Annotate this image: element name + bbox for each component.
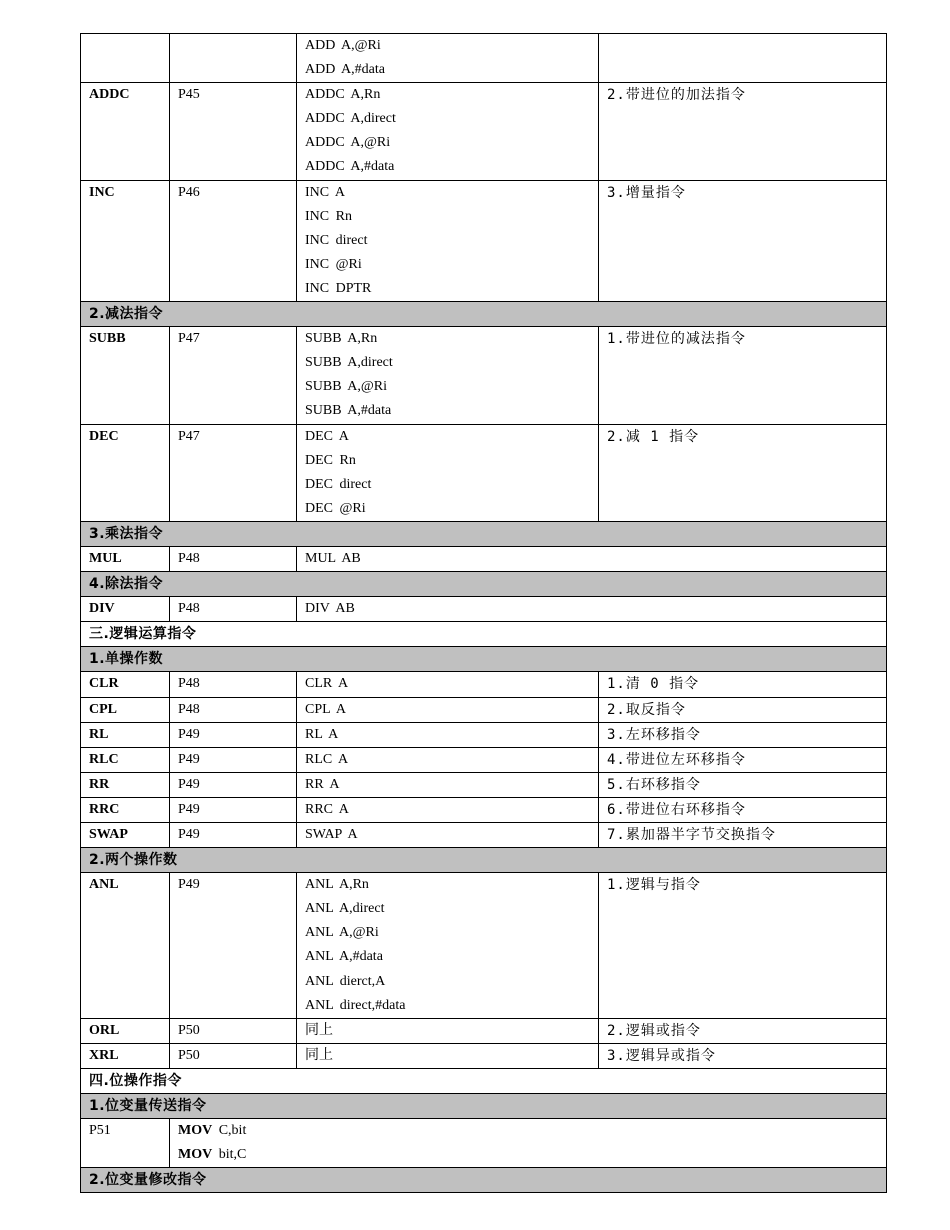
mnemonic: ADDC xyxy=(81,83,170,180)
description: 1.逻辑与指令 xyxy=(599,873,887,1019)
syntax-line: ADDC A,#data xyxy=(305,159,395,175)
chapter-label: 四.位操作指令 xyxy=(81,1068,887,1093)
mnemonic: SWAP xyxy=(81,823,170,848)
syntax-line: ANL A,#data xyxy=(305,949,383,965)
syntax-cell xyxy=(297,1018,599,1043)
syntax-line: ANL dierct,A xyxy=(305,973,386,989)
description: 4.带进位左环移指令 xyxy=(599,747,887,772)
section-label: 2.位变量修改指令 xyxy=(81,1168,887,1193)
syntax-cell xyxy=(297,34,599,83)
syntax-line: SWAP A xyxy=(305,827,358,842)
description: 2.逻辑或指令 xyxy=(599,1018,887,1043)
page-ref: P51 xyxy=(81,1119,170,1168)
instruction-row xyxy=(81,597,887,622)
description: 2.减 1 指令 xyxy=(599,424,887,521)
syntax-cell xyxy=(297,697,599,722)
instruction-row xyxy=(81,747,887,772)
mnemonic: ANL xyxy=(81,873,170,1019)
chapter-heading-row xyxy=(81,1068,887,1093)
mnemonic: MUL xyxy=(81,546,170,571)
mnemonic: SUBB xyxy=(81,327,170,424)
syntax-cell xyxy=(297,772,599,797)
description: 6.带进位右环移指令 xyxy=(599,797,887,822)
syntax-line: SUBB A,@Ri xyxy=(305,379,388,395)
syntax-line: INC direct xyxy=(305,232,368,248)
syntax-line: INC @Ri xyxy=(305,256,362,272)
syntax-line: CLR A xyxy=(305,676,349,692)
description: 2.取反指令 xyxy=(599,697,887,722)
syntax-cell xyxy=(297,327,599,424)
section-header-row xyxy=(81,521,887,546)
page-ref: P46 xyxy=(170,180,297,301)
chapter-label: 三.逻辑运算指令 xyxy=(81,622,887,647)
description xyxy=(599,34,887,83)
syntax-line xyxy=(178,1119,878,1143)
syntax-cell xyxy=(297,823,599,848)
syntax-line: DEC direct xyxy=(305,476,372,492)
syntax-line: 同上 xyxy=(305,1047,333,1063)
syntax-line: SUBB A,Rn xyxy=(305,331,378,347)
syntax-line: 同上 xyxy=(305,1022,333,1038)
operands: bit,C xyxy=(218,1147,247,1163)
syntax-line: MUL AB xyxy=(305,550,361,566)
instruction-row xyxy=(81,180,887,301)
syntax-line: SUBB A,direct xyxy=(305,355,393,371)
syntax-line xyxy=(178,1143,878,1167)
mnemonic: RR xyxy=(81,772,170,797)
syntax-cell xyxy=(297,797,599,822)
instruction-row xyxy=(81,797,887,822)
syntax-line: DIV AB xyxy=(305,601,355,617)
opcode: MOV xyxy=(178,1123,213,1139)
section-header-row xyxy=(81,647,887,672)
syntax-line: ANL A,@Ri xyxy=(305,925,379,941)
syntax-line: RR A xyxy=(305,776,340,792)
description: 2.带进位的加法指令 xyxy=(599,83,887,180)
mnemonic: INC xyxy=(81,180,170,301)
mnemonic: CPL xyxy=(81,697,170,722)
mnemonic: RL xyxy=(81,722,170,747)
syntax-line: SUBB A,#data xyxy=(305,403,392,419)
section-label: 1.位变量传送指令 xyxy=(81,1094,887,1119)
syntax-cell xyxy=(297,83,599,180)
syntax-line: ANL A,Rn xyxy=(305,877,369,893)
description: 5.右环移指令 xyxy=(599,772,887,797)
page-ref: P49 xyxy=(170,797,297,822)
section-header-row xyxy=(81,302,887,327)
opcode: MOV xyxy=(178,1147,213,1163)
section-header-row xyxy=(81,572,887,597)
instruction-row xyxy=(81,823,887,848)
instruction-row xyxy=(81,772,887,797)
page-ref xyxy=(170,34,297,83)
page-ref: P49 xyxy=(170,823,297,848)
page-ref: P47 xyxy=(170,327,297,424)
mnemonic: ORL xyxy=(81,1018,170,1043)
section-label: 2.减法指令 xyxy=(81,302,887,327)
mnemonic: DEC xyxy=(81,424,170,521)
mnemonic: CLR xyxy=(81,672,170,697)
instruction-row xyxy=(81,327,887,424)
page-ref: P45 xyxy=(170,83,297,180)
syntax-line: RL A xyxy=(305,726,339,742)
syntax-line: DEC Rn xyxy=(305,452,356,468)
syntax-cell xyxy=(297,672,599,697)
instruction-row xyxy=(81,1043,887,1068)
syntax-line: RLC A xyxy=(305,751,349,767)
instruction-row xyxy=(81,873,887,1019)
instruction-row xyxy=(81,1119,887,1168)
instruction-row xyxy=(81,722,887,747)
page-ref: P50 xyxy=(170,1043,297,1068)
syntax-line: INC DPTR xyxy=(305,280,372,296)
syntax-cell xyxy=(297,722,599,747)
instruction-table xyxy=(80,33,887,1193)
syntax-line: INC A xyxy=(305,184,345,200)
section-header-row xyxy=(81,1168,887,1193)
mnemonic xyxy=(81,34,170,83)
description: 3.左环移指令 xyxy=(599,722,887,747)
syntax-line: INC Rn xyxy=(305,208,352,224)
syntax-cell xyxy=(297,1043,599,1068)
page-ref: P50 xyxy=(170,1018,297,1043)
page-ref: P48 xyxy=(170,546,297,571)
syntax-line: ADD A,#data xyxy=(305,62,385,78)
instruction-row xyxy=(81,672,887,697)
chapter-heading-row xyxy=(81,622,887,647)
syntax-line: ADD A,@Ri xyxy=(305,38,381,53)
instruction-table-body xyxy=(81,34,887,1193)
description: 1.清 0 指令 xyxy=(599,672,887,697)
section-header-row xyxy=(81,1094,887,1119)
instruction-row xyxy=(81,697,887,722)
section-label: 3.乘法指令 xyxy=(81,521,887,546)
operands: C,bit xyxy=(218,1123,247,1139)
syntax-cell xyxy=(297,747,599,772)
mnemonic: DIV xyxy=(81,597,170,622)
description: 7.累加器半字节交换指令 xyxy=(599,823,887,848)
description: 1.带进位的减法指令 xyxy=(599,327,887,424)
instruction-row xyxy=(81,83,887,180)
syntax-cell xyxy=(297,424,599,521)
syntax-line: DEC A xyxy=(305,428,349,444)
section-label: 2.两个操作数 xyxy=(81,848,887,873)
mnemonic: RLC xyxy=(81,747,170,772)
syntax-cell xyxy=(170,1119,887,1168)
description: 3.逻辑异或指令 xyxy=(599,1043,887,1068)
syntax-line: ADDC A,@Ri xyxy=(305,135,391,151)
page-ref: P47 xyxy=(170,424,297,521)
instruction-row xyxy=(81,546,887,571)
syntax-cell xyxy=(297,597,887,622)
syntax-line: RRC A xyxy=(305,801,349,817)
page-ref: P48 xyxy=(170,597,297,622)
page-ref: P49 xyxy=(170,873,297,1019)
syntax-line: DEC @Ri xyxy=(305,500,366,516)
syntax-cell xyxy=(297,873,599,1019)
page-ref: P49 xyxy=(170,722,297,747)
syntax-line: ANL direct,#data xyxy=(305,997,406,1013)
page-ref: P48 xyxy=(170,672,297,697)
syntax-line: ADDC A,Rn xyxy=(305,87,381,103)
description: 3.增量指令 xyxy=(599,180,887,301)
syntax-line: ANL A,direct xyxy=(305,901,385,917)
syntax-cell xyxy=(297,180,599,301)
syntax-line: CPL A xyxy=(305,701,346,717)
section-label: 4.除法指令 xyxy=(81,572,887,597)
mnemonic: XRL xyxy=(81,1043,170,1068)
page-ref: P48 xyxy=(170,697,297,722)
instruction-row xyxy=(81,424,887,521)
syntax-line: ADDC A,direct xyxy=(305,111,396,127)
instruction-row xyxy=(81,1018,887,1043)
page-ref: P49 xyxy=(170,747,297,772)
section-label: 1.单操作数 xyxy=(81,647,887,672)
page-ref: P49 xyxy=(170,772,297,797)
syntax-cell xyxy=(297,546,887,571)
instruction-row xyxy=(81,34,887,83)
mnemonic: RRC xyxy=(81,797,170,822)
section-header-row xyxy=(81,848,887,873)
